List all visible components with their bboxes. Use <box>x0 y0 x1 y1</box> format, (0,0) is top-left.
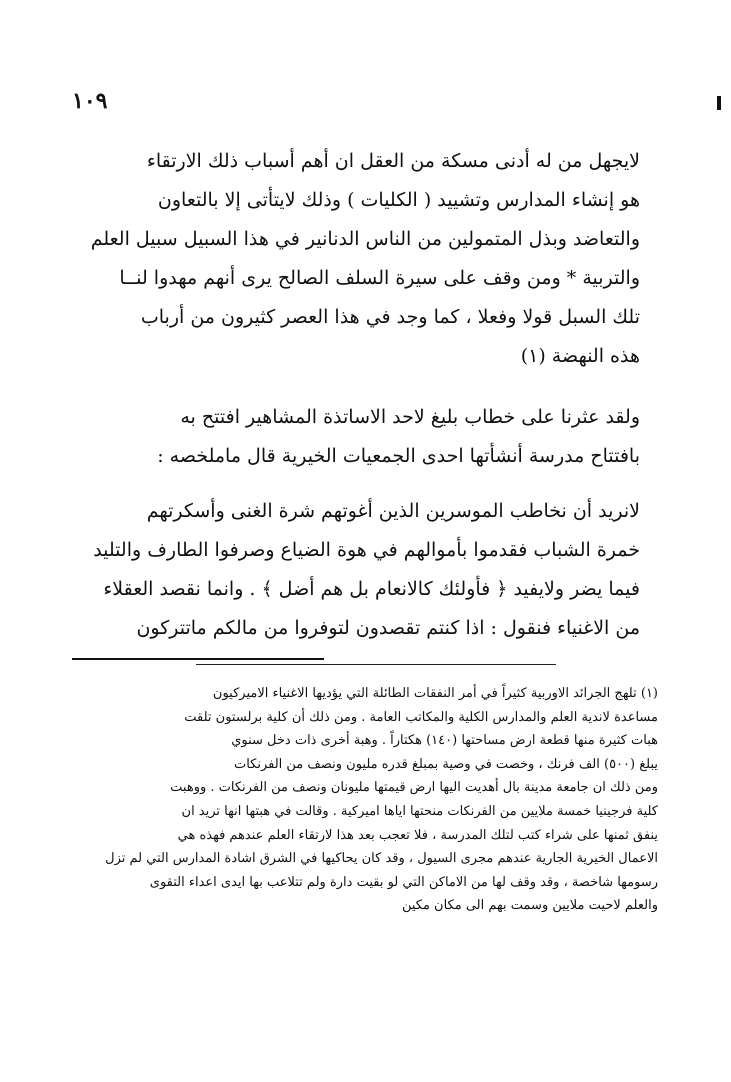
footnote-separator <box>196 664 556 665</box>
margin-mark <box>717 96 721 110</box>
text-line: والتربية * ومن وقف على سيرة السلف الصالح يرى أنهم مهدوا لنــا <box>119 267 640 289</box>
footnote-line: ومن ذلك ان جامعة مدينة بال أهديت اليها ارض قيمتها مليونان ونصف من الفرنكات . ووهبت <box>170 780 658 796</box>
page-number: ١٠٩ <box>72 88 108 114</box>
footnote-line: والعلم لاحيت ملايين وسمت بهم الى مكان مكين <box>401 898 658 914</box>
text-line: ولقد عثرنا على خطاب بليغ لاحد الاساتذة المشاهير افتتح به <box>180 406 640 428</box>
text-line: من الاغنياء فنقول : اذا كنتم تقصدون لتوفروا من مالكم ماتتركون <box>136 617 640 639</box>
text-underline <box>72 658 324 660</box>
footnote-line: يبلغ (٥٠٠) الف فرنك ، وخصت في وصية بمبلغ قدره مليون ونصف من الفرنكات <box>233 756 658 772</box>
text-line: لانريد أن نخاطب الموسرين الذين أغوتهم شرة الغنى وأسكرتهم <box>146 500 640 522</box>
footnote-line: هبات كثيرة منها قطعة ارض مساحتها (١٤٠) هكتاراً . وهبة أخرى ذات دخل سنوي <box>231 733 658 749</box>
text-line: والتعاضد وبذل المتمولين من الناس الدنانير في هذا السبيل سبيل العلم <box>90 228 640 250</box>
paragraph-1 <box>72 142 640 376</box>
footnote-line: الاعمال الخيرية الجارية عندهم مجرى السيول ، وقد كان يحاكيها في الشرق اشادة المدارس التي لم تزل <box>105 851 658 867</box>
paragraph-3 <box>72 492 640 648</box>
text-line: تلك السبل قولا وفعلا ، كما وجد في هذا العصر كثيرون من أرباب <box>140 306 640 328</box>
text-line: بافتتاح مدرسة أنشأتها احدى الجمعيات الخيرية قال ماملخصه : <box>157 445 640 467</box>
text-line: هو إنشاء المدارس وتشييد ( الكليات ) وذلك لايتأتى إلا بالتعاون <box>157 189 640 211</box>
footnote <box>72 682 658 918</box>
footnote-line: رسومها شاخصة ، وقد وقف لها من الاماكن التي لو بقيت دارة ولم تتلاعب بها ايدى اعداء التقوى <box>149 874 658 890</box>
text-line: خمرة الشباب فقدموا بأموالهم في هوة الضياع وصرفوا الطارف والتليد <box>93 539 640 561</box>
footnote-line: كلية فرجينيا خمسة ملايين من الفرنكات منحتها اياها اميركية . وقالت في هبتها انها تريد ان <box>181 803 658 819</box>
text-line: فيما يضر ولايفيد ﴿ فأولئك كالانعام بل هم أضل ﴾ . وانما نقصد العقلاء <box>103 578 640 600</box>
footnote-line: (١) تلهج الجرائد الاوربية كثيراً في أمر النفقات الطائلة التي يؤديها الاغنياء الاميركيون <box>212 686 658 701</box>
paragraph-2 <box>72 398 640 476</box>
footnote-line: ينفق ثمنها على شراء كتب لتلك المدرسة ، فلا تعجب بعد هذا لارتقاء العلم عندهم فهذه هي <box>177 827 658 843</box>
text-line: لايجهل من له أدنى مسكة من العقل ان أهم أسباب ذلك الارتقاء <box>146 150 640 172</box>
text-line: هذه النهضة (١) <box>520 345 640 367</box>
footnote-line: مساعدة لاندية العلم والمدارس الكلية والمكاتب العامة . ومن ذلك أن كلية برلستون تلقت <box>184 709 658 725</box>
